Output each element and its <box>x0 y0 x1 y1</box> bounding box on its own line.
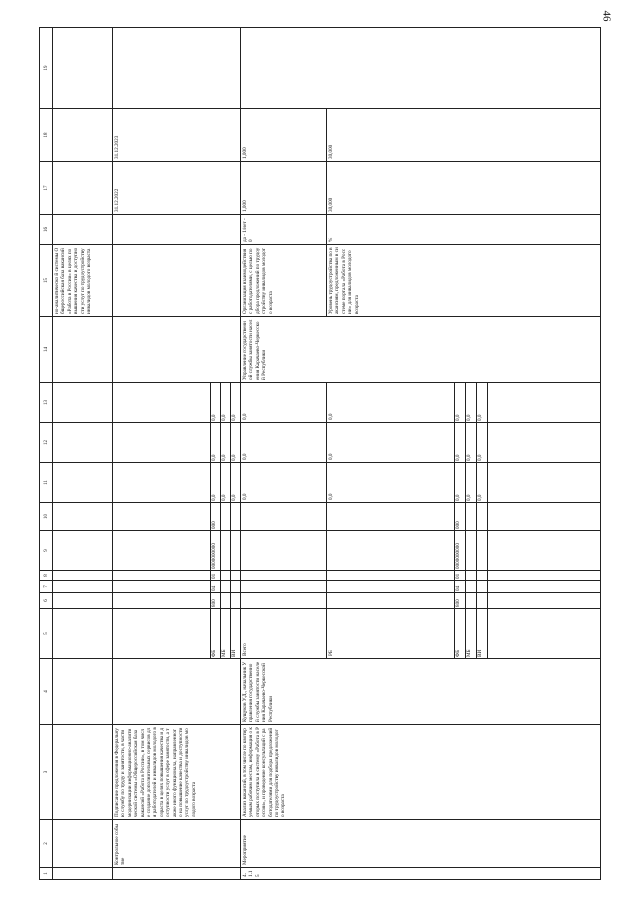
cell <box>53 463 113 503</box>
cell <box>53 659 113 725</box>
cell <box>241 593 327 609</box>
cell <box>241 581 327 593</box>
code <box>231 581 241 593</box>
total-label: Всего <box>241 609 327 659</box>
code: 800 <box>211 593 221 609</box>
funding-source: ФБ <box>455 609 466 659</box>
code <box>221 571 231 581</box>
cell <box>53 423 113 463</box>
amount: 0,0 <box>231 463 241 503</box>
funding-source: ФБ <box>211 609 221 659</box>
cell <box>113 503 211 531</box>
funding-source: МБ <box>221 609 231 659</box>
cell <box>211 868 221 880</box>
cell <box>113 463 211 503</box>
amount: 0,0 <box>211 463 221 503</box>
code <box>466 571 477 581</box>
control-event-row <box>113 28 211 880</box>
amount: 0,0 <box>241 383 327 423</box>
cell <box>53 581 113 593</box>
cell <box>53 609 113 659</box>
amount: 0,0 <box>477 463 488 503</box>
measure-total-row <box>241 28 327 880</box>
code <box>477 531 488 571</box>
amount: 0,0 <box>327 463 455 503</box>
cell <box>241 571 327 581</box>
page-number: 46 <box>600 10 613 22</box>
value-2023: 1,000 <box>241 109 327 162</box>
cell <box>488 571 601 581</box>
code <box>466 531 477 571</box>
amount: 0,0 <box>327 423 455 463</box>
funding-source: ВИ <box>477 609 488 659</box>
code: 0000000000 <box>455 531 466 571</box>
cell <box>53 820 113 868</box>
column-number-row <box>40 28 53 880</box>
code <box>231 593 241 609</box>
amount: 0,0 <box>455 383 466 423</box>
col-number: 14 <box>40 317 53 383</box>
value-2022: 1,000 <box>241 162 327 215</box>
amount: 0,0 <box>455 423 466 463</box>
col-number: 13 <box>40 383 53 423</box>
cell <box>488 581 601 593</box>
cell <box>231 868 241 880</box>
executor: Управление государственной службы занятости населения Карачаево-Черкесской Республики <box>241 317 601 383</box>
amount: 0,0 <box>211 423 221 463</box>
col-number: 11 <box>40 463 53 503</box>
cell <box>241 531 327 571</box>
amount: 0,0 <box>221 383 231 423</box>
indicator-text: Организация взаимодействия с работодателями, с целью подбора предложений по трудоустройству инвалидов молодого возраста <box>241 245 327 317</box>
item-number: 4.1.15 <box>241 868 601 880</box>
code <box>466 581 477 593</box>
col-number: 8 <box>40 571 53 581</box>
cell <box>488 463 601 503</box>
code <box>477 503 488 531</box>
col-number: 2 <box>40 820 53 868</box>
amount: 0,0 <box>466 423 477 463</box>
cell <box>53 28 113 109</box>
measure-description: Анализ вакансий, в том числе по квотируемым рабочим местам, информация о которых поступила в систему «Работа в России», и проведение консультаций с работодателями для подбора предложений по трудоустройству инвалидов молодого возраста <box>241 725 601 820</box>
cell <box>113 383 211 423</box>
value-2023: 30,000 <box>327 109 601 162</box>
value-2022: 30,000 <box>327 162 601 215</box>
code: 000 <box>455 503 466 531</box>
cell <box>113 28 241 109</box>
col-number: 16 <box>40 215 53 245</box>
col-number: 15 <box>40 245 53 317</box>
cell <box>113 581 211 593</box>
amount: 0,0 <box>221 423 231 463</box>
amount: 0,0 <box>211 383 221 423</box>
amount: 0,0 <box>466 463 477 503</box>
event-type: Контрольное событие <box>113 820 241 868</box>
unit: да - 1/нет - 0 <box>241 215 327 245</box>
cell <box>53 503 113 531</box>
amount: 0,0 <box>455 463 466 503</box>
amount: 0,0 <box>466 383 477 423</box>
cell <box>113 245 241 317</box>
code <box>221 503 231 531</box>
cell <box>327 593 455 609</box>
cell <box>488 503 601 531</box>
col-number: 17 <box>40 162 53 215</box>
date-start: 31.12.2022 <box>113 162 241 215</box>
cell <box>53 571 113 581</box>
funding-source: ВИ <box>231 609 241 659</box>
code: 01 <box>455 571 466 581</box>
cell <box>53 868 113 880</box>
amount: 0,0 <box>477 383 488 423</box>
cell <box>221 868 231 880</box>
code <box>231 503 241 531</box>
rotated-table-page <box>39 28 601 880</box>
cell <box>113 531 211 571</box>
col-number: 18 <box>40 109 53 162</box>
cell <box>53 215 113 245</box>
col-number: 1 <box>40 868 53 880</box>
cell <box>53 162 113 215</box>
col-number: 4 <box>40 659 53 725</box>
code <box>466 593 477 609</box>
event-description: Подписание предложения в Федеральную службу по труду и занятости, в части модернизации информационно-аналитической системы «Общероссийская база вакансий «Работа в России», в том числе создание дополнительных сервисов для работодателей и инвалидов молодого возраста в целях повышения качества и доступности услуг в сфере занятости, а также иного функционала, направленного на повышение качества и доступности услуг по трудоустройству инвалидов молодого возраста <box>113 725 241 820</box>
funding-source: РБ <box>327 609 455 659</box>
code: 04 <box>455 581 466 593</box>
date-end: 31.12.2023 <box>113 109 241 162</box>
unit: % <box>327 215 601 245</box>
code: 800 <box>455 593 466 609</box>
cell <box>488 531 601 571</box>
cell <box>488 609 601 659</box>
cell <box>53 383 113 423</box>
code: 04 <box>211 581 221 593</box>
cell <box>241 503 327 531</box>
code <box>477 593 488 609</box>
cell <box>53 593 113 609</box>
amount: 0,0 <box>221 463 231 503</box>
cell <box>113 317 241 383</box>
unit <box>113 215 241 245</box>
continuation-row <box>53 28 113 880</box>
item-type: Мероприятие <box>241 820 601 868</box>
amount: 0,0 <box>231 383 241 423</box>
code: 01 <box>211 571 221 581</box>
indicator-text: но-аналитическо й системы Общероссийская база вакансий «Работа в России» в целях повышения качества и доступности услуг по трудоустройству инвалидов молодого возраста <box>53 245 113 317</box>
cell <box>113 593 211 609</box>
col-number: 7 <box>40 581 53 593</box>
code: 0000000000 <box>211 531 221 571</box>
cell <box>327 503 455 531</box>
col-number: 19 <box>40 28 53 109</box>
cell <box>488 383 601 423</box>
amount: 0,0 <box>477 423 488 463</box>
indicator-text: Уровень трудоустройства по вакансиям, предложенным в системе портала «Работа в России» для инвалидов молодого возраста <box>327 245 601 317</box>
col-number: 6 <box>40 593 53 609</box>
amount: 0,0 <box>241 423 327 463</box>
cell <box>53 725 113 820</box>
cell <box>53 109 113 162</box>
col-number: 12 <box>40 423 53 463</box>
responsible <box>113 659 241 725</box>
amount: 0,0 <box>231 423 241 463</box>
cell <box>113 609 211 659</box>
code <box>221 581 231 593</box>
amount: 0,0 <box>241 463 327 503</box>
code <box>477 571 488 581</box>
cell <box>53 317 113 383</box>
col-number: 3 <box>40 725 53 820</box>
col-number: 5 <box>40 609 53 659</box>
code <box>231 531 241 571</box>
cell <box>327 581 455 593</box>
cell <box>53 531 113 571</box>
code: 000 <box>211 503 221 531</box>
funding-source: МБ <box>466 609 477 659</box>
responsible-person: Кущуков У.Д., начальник Управления государственной службы занятости населения Карачаево-Черкесской Республики <box>241 659 601 725</box>
cell <box>241 28 601 109</box>
cell <box>327 571 455 581</box>
code <box>221 531 231 571</box>
cell <box>113 423 211 463</box>
amount: 0,0 <box>327 383 455 423</box>
code <box>466 503 477 531</box>
program-table <box>39 27 601 880</box>
code <box>231 571 241 581</box>
cell <box>488 593 601 609</box>
col-number: 10 <box>40 503 53 531</box>
col-number: 9 <box>40 531 53 571</box>
code <box>221 593 231 609</box>
cell <box>327 531 455 571</box>
code <box>477 581 488 593</box>
cell <box>113 571 211 581</box>
cell <box>488 423 601 463</box>
cell <box>113 868 211 880</box>
